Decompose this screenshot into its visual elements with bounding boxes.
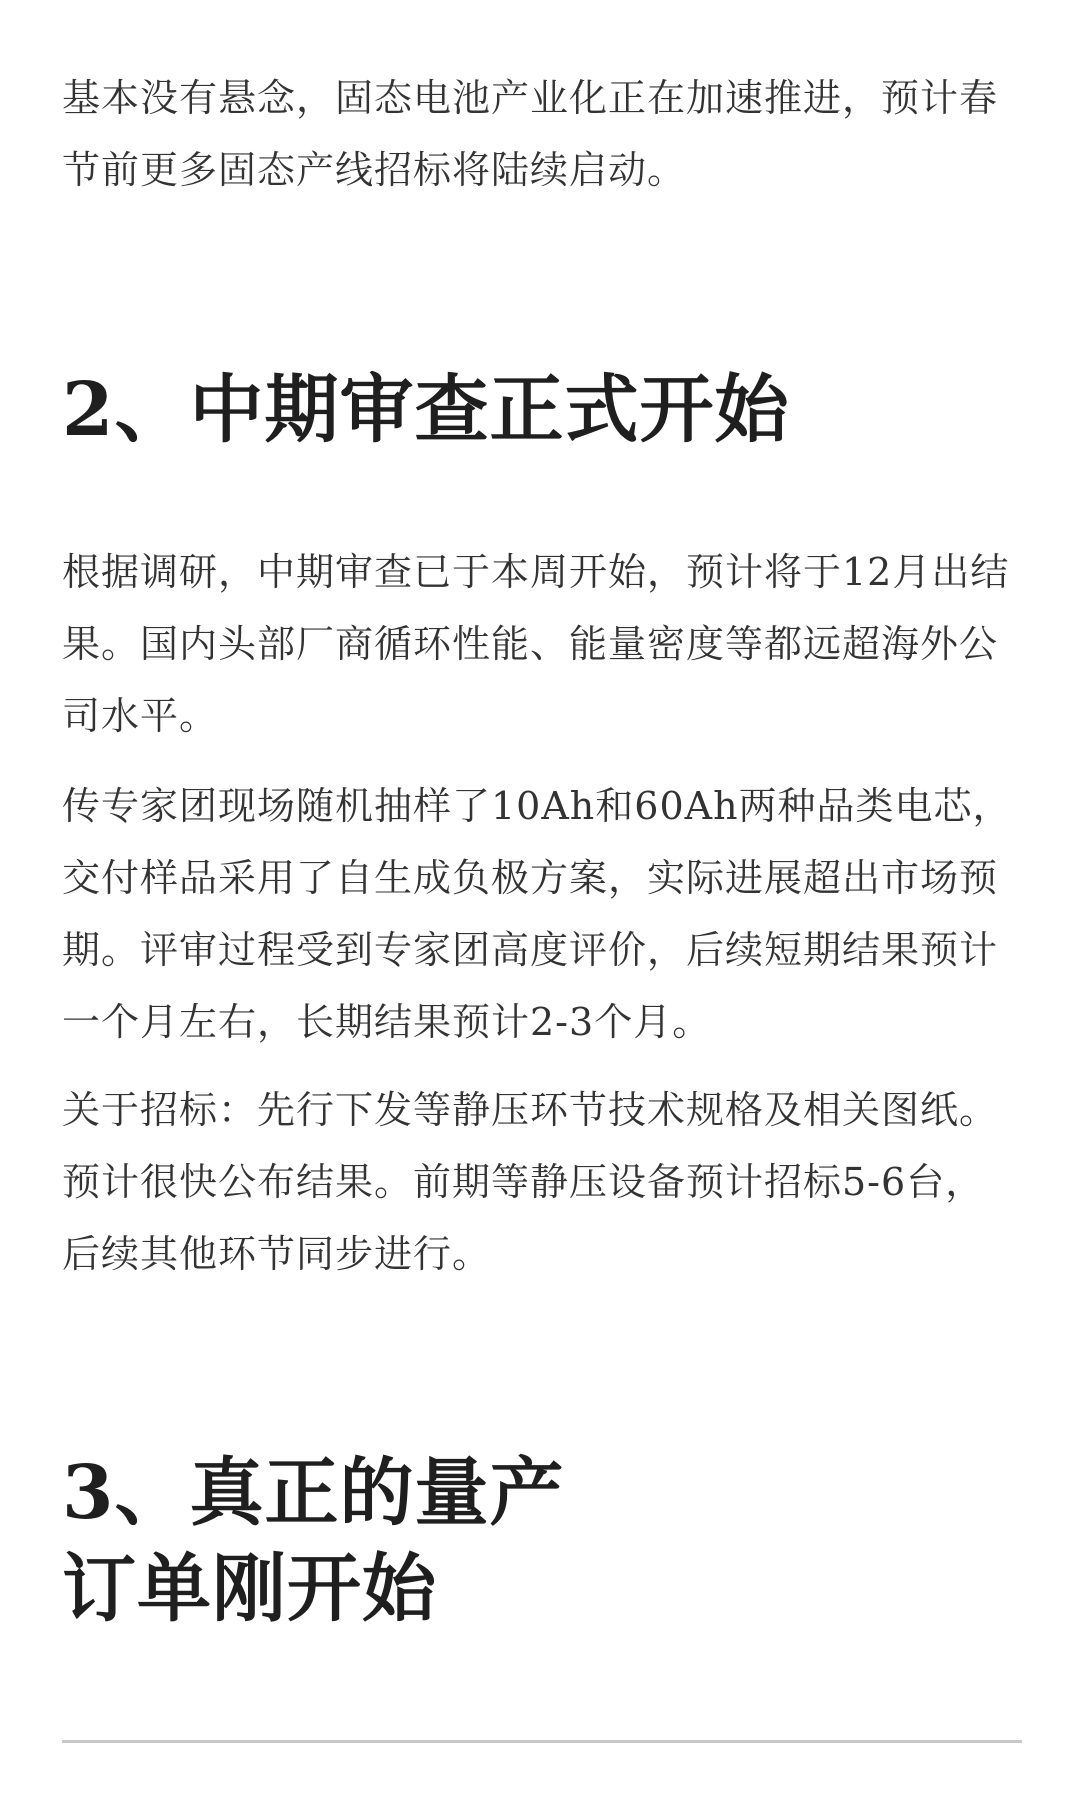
section-heading-3: [62, 1445, 565, 1637]
section-heading-3-line1: 3、真正的量产: [62, 1450, 565, 1536]
section-heading-3-line2: 订单刚开始: [62, 1546, 437, 1632]
section-divider: [62, 1740, 1022, 1743]
samples-paragraph: 传专家团现场随机抽样了10Ah和60Ah两种品类电芯，交付样品采用了自生成负极方案，实际进展超出市场预期。评审过程受到专家团高度评价，后续短期结果预计一个月左右，长期结果预计2-3个月。: [62, 784, 1012, 1044]
intro-paragraph: 基本没有悬念，固态电池产业化正在加速推进，预计春节前更多固态产线招标将陆续启动。: [62, 76, 999, 192]
review-paragraph: 根据调研，中期审查已于本周开始，预计将于12月出结果。国内头部厂商循环性能、能量密度等都远超海外公司水平。: [62, 550, 1010, 738]
section-heading-2: 2、中期审查正式开始: [62, 367, 790, 453]
bidding-paragraph: 关于招标：先行下发等静压环节技术规格及相关图纸。预计很快公布结果。前期等静压设备预计招标5-6台，后续其他环节同步进行。: [62, 1088, 999, 1276]
